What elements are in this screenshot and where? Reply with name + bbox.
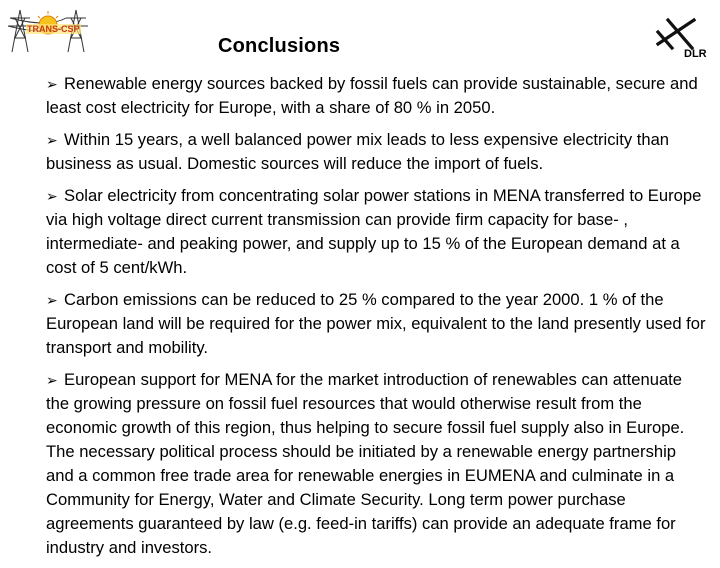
- list-item: ➢ Renewable energy sources backed by fossil fuels can provide sustainable, secure and least cost electricity for Europe, with a share of 80 % in 2050.: [46, 74, 698, 117]
- arrow-bullet-icon: ➢: [46, 372, 58, 388]
- list-item: ➢ Solar electricity from concentrating solar power stations in MENA transferred to Europe via high voltage direct current transmission can provide firm capacity for base- , intermediate- and peaking power, and supply up to 15 % of the European demand at a cost of 5 cent/kWh.: [46, 186, 702, 277]
- dlr-label: DLR: [684, 48, 707, 60]
- dlr-logo: [652, 14, 710, 64]
- page-title: Conclusions: [218, 35, 341, 57]
- list-item: ➢ Carbon emissions can be reduced to 25 % compared to the year 2000. 1 % of the European land will be required for the power mix, equivalent to the land presently used for transport and mobility.: [46, 290, 706, 357]
- arrow-bullet-icon: ➢: [46, 188, 58, 204]
- trans-csp-label: TRANS-CSP: [27, 24, 80, 34]
- arrow-bullet-icon: ➢: [46, 76, 58, 92]
- list-item: ➢ European support for MENA for the market introduction of renewables can attenuate the growing pressure on fossil fuel resources that would otherwise result from the economic growth of this region, thus helping to secure fossil fuel supply also in Europe. The necessary political process should be initiated by a renewable energy partnership and a common free trade area for renewable energies in EUMENA and culminate in a Community for Energy, Water and Climate Security. Long term power purchase agreements guaranteed by law (e.g. feed-in tariffs) can provide an adequate frame for industry and investors.: [46, 370, 685, 557]
- arrow-bullet-icon: ➢: [46, 292, 58, 308]
- conclusions-list: [46, 72, 706, 568]
- trans-csp-logo: [6, 8, 88, 54]
- arrow-bullet-icon: ➢: [46, 132, 58, 148]
- list-item: ➢ Within 15 years, a well balanced power mix leads to less expensive electricity than business as usual. Domestic sources will reduce the import of fuels.: [46, 130, 670, 173]
